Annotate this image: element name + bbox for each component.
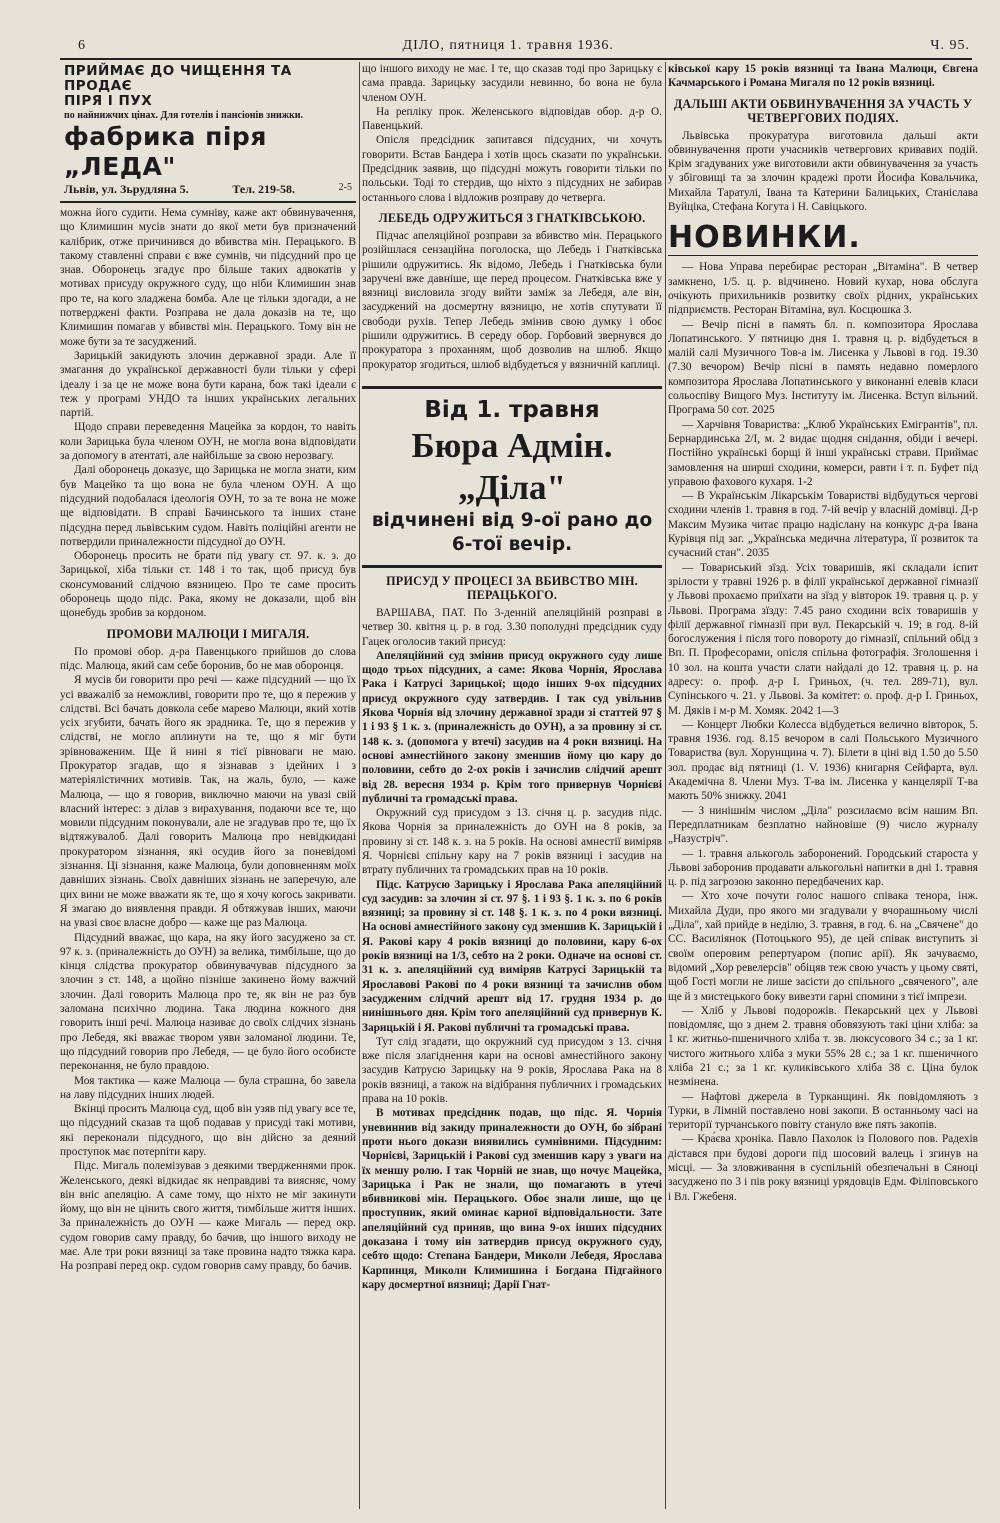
- notice-line-4: 6-тої вечір.: [451, 533, 573, 555]
- news-item: — В Українськім Лікарськім Товаристві відбудуться чергові сходини членів 1. травня в год. 7-ій вечір у власній домівці. Д-р Максим Музика читає працю надіслану на конкурс д-ра Івана Курівця під заг. „Українська медична література, її розвиток та сучасний стан". 2035: [668, 490, 978, 560]
- news-item: — З нинішнім числом „Діла" розсилаємо всім нашим Вп. Передплатникам безплатно найновіше (9) число журналу „Назустріч".: [668, 804, 978, 846]
- news-item: — Кра́єва хроніка. Павло Пахолок із Полового пов. Радехів дістався при будові дороги під шосовий валець і згинув на місці. — За зловживання в суспільній обезпечальні в Сяноці засуджено по 3 і пів року вязниці урядовців Едм. Філіповського і Вл. Гжебеня.: [668, 1133, 978, 1203]
- paragraph: Підчас апеляційної розправи за вбивство мін. Перацького розійшлася сензаційна поголоска, що Лебедь і Гнатківська рішили одружитись. Як відомо, Лебедь і Гнатківська були заручені вже давніше, ще перед процесом. Гнатківська вже у вязниці висловила згоду вийти заміж за Лебедя, але він, засуджений на досмертну вязницю, не хотів спутувати її свободи рухів. Тепер Лебедь змінив свою думку і обоє рішили одружитись. В середу обор. Горбовий звернувся до прокуратора з проханням, щоб дозволив на шлюб. Якщо прокуратор згодиться, шлюб відбудеться у вязничній каплиці.: [362, 229, 662, 371]
- paragraph: Підс. Катрусю Зарицьку і Ярослава Рака апеляційний суд засудив: за злочин зі ст. 97 §. 1 і 93 §. 1 к. з. по 6 років вязниці; за провину зі ст. 148 §. 1 к. з. по 4 роки вязниці. На основі амнестійного закону суд зменшив К. Зарицькій і Я. Ракові кару 4 років вязниці до половини, кару 6-ох років вязниці на 1/3, себто на 2 роки. Одначе на основі ст. 31 к. з. апеляційний суд виміряв Катрусі Зарицькій та Ярославові Ракові по 4 роки вязниці та зачислив обом засудженим слідчий арешт від 17. грудня 1934 р. до нинішнього дня. Крім того апеляційний суд привернув К. Зарицькій і Я. Ракові публичні та громадські права.: [362, 878, 662, 1034]
- paragraph: що іншого виходу не має. І те, що сказав тоді про Зарицьку є сама правда. Зарицьку засудили невинно, бо вона не була членом ОУН.: [362, 63, 662, 104]
- column-left: [60, 62, 356, 1509]
- news-item: — Товариський зїзд. Усіх товаришів, які складали іспит зрілости у травні 1926 р. в філії української державної гімназії у Львові прохаємо приїхати на зїзд у вівторок 19. травня ц. р. у Львові. Програма зїзду: 7.45 рано сходини всіх товаришів у філії державної гімназії при вул. Пекарській ч. 19; в год. 8-ій богослужения і після того повороту до гімназії, спільний обід з Вп. П. Професорами, опісля спільна фотографія. Зголошення і 10 зол. на кошта участи слати найдалі до 12. травня ц. р. на адресу: о. проф. д-р І. Гриньох, (ч. тел. 289-71), вул. Супінського ч. 21. у Львові. За комітет: о. проф. д-р І. Гриньох, М. Дяків і м-р М. Хомяк. 2042 1—3: [668, 561, 978, 717]
- masthead-line: ДІЛО, пятниця 1. травня 1936.: [402, 38, 614, 53]
- news-item: — Нова Управа перебирає ресторан „Вітаміна". В четвер замкнено, 1/5. ц. р. відчинено. Новий кухар, нова обслуга очікують прихильників розвитку своїх рідних, українських підприємств. Ресторан Вітаміна, вул. Косцюшка 3.: [668, 261, 978, 317]
- paragraph: Оборонець просить не брати під увагу ст. 97. к. з. до Зарицької, хіба тільки ст. 148 і то так, щоб присуд був сконсумований слідчою вязницею. Про те саме просить оборонець щодо підс. Рака, якому не доказали, щоб він щонебудь зробив за кордоном.: [60, 550, 356, 620]
- paragraph: Окружний суд присудом з 13. січня ц. р. засудив підс. Якова Чорнія за приналежність до ОУН на 8 років, за провину зі ст. 148 к. з. на 5 років. На основі амнестії виміряв Я. Чорнієві спільну кару на 7 років вязниці і засудив на втрату публичних та громадських прав на 10 років.: [362, 807, 662, 877]
- article-heading: ПРИСУД У ПРОЦЕСІ ЗА ВБИВСТВО МІН. ПЕРАЦЬКОГО.: [386, 573, 638, 602]
- paragraph: Щодо справи переведення Мацейка за кордон, то навіть коли Зарицька була членом ОУН, не могла вона відповідати за допомогу в атентаті, але найбільше за свою нерозвагу.: [60, 421, 356, 463]
- news-section-title: НОВИНКИ.: [668, 220, 978, 256]
- ad-code: 2-5: [338, 182, 352, 193]
- paragraph: Я мусів би говорити про речі — каже підсудний — що їх усі вважаліб за неможливі, говорити про те, що я пережив у слідстві. Всі бачать довкола себе марево Малюци, який хотів усіх згубити, бачать його як зрадника. Те, що я пережив у слідстві, не могло аплинути на те, що я міг бути зрівноваженим. Ще й нині я тієї рівноваги не маю. Прокуратор згадав, що я зізнавав з ідейних і з матеріялістичних мотивів. Так, на жаль, було, — каже Малюца, — що я говорив, виключно маючи на увазі свій власний інтерес: з ділав з вирахування, подаючи все те, що мовили підсудним поконували, але не згадував про те, що їх відтяжувалоб. Далі говорить Малюца про невідкидані прокуратором зізнання, які осудив його за поневідомі зізнання. Ці зізнання, каже Малюца, були доповненням моїх давніших зізнань. Своїх давніших зізнань не заперечую, але цих вини не може вважати як те, що я хочу когось закривати. Я змагаю до виявлення правди. Я обтяжував інших, маючи на увазі своє власне добро — каже ще раз Малюца.: [60, 674, 356, 930]
- paragraph: В мотивах предсідник подав, що підс. Я. Чорнія уневиннив від закиду приналежности до ОУН, бо зібрані проти нього докази виявились сумнівними. Підсудним: Чорнієві, Зарицькій і Ракові суд зменшив кару з уваги на їх меншу ролю. І так Чорній не знав, що ночує Мацейка, Зарицька і Рак не знали, що помагають в утечі вбивникові мін. Перацького. Обоє знали лише, що це проступник, який оминає карної відповідальности. Зате апеляційний суд приняв, що вина 9-ох інших підсудних доказана і тому він затвердив присуд окружного суду, себто щодо: Степана Бандери, Миколи Лебедя, Ярослава Карпинця, Миколи Климишина і Богдана Підгайного кару досмертної вязниці; Дарії Гнат-: [362, 1107, 662, 1291]
- paragraph: Підсудний вважає, що кара, на яку його засуджено за ст. 97 к. з. (приналежність до ОУН) за велика, тимбільше, що до кінця слідства прокуратор обвинувачував підсудного за злочин з ст. 148, а щойно пізніше закинено йому важчий злочин. Далі говорить Малюца про те, як він не раз був заломана психічно людина. Така людина кожного дня говорить інші речі. Малюца називає до своїх слідчих зізнань про Лебедя, які вважає твором уяви заломаної людини. Те, що підсудний говорив про Лебедя, — це було його особисте переконання, не було правдою.: [60, 931, 356, 1073]
- paragraph: Моя тактика — каже Малюца — була страшна, бо завела на лаву підсудних інших людей.: [60, 1074, 356, 1101]
- news-item: — Нафтові джерела в Турканщині. Як повідомляють з Турки, в Лімній поставлено нові закопи. В останньому часі на території турчанського повіту стануло вже пять закопів.: [668, 1090, 978, 1132]
- paragraph: Тут слід згадати, що окружний суд присудом з 13. січня вже після злагіднення кари на основі амнестійного закону засудив Катрусю Зарицьку на 9 років, Ярослава Рака на 8 років вязниці, а також на відібрання публичних і громадських права на 10 років.: [362, 1035, 662, 1106]
- news-item: — Харчівня Товариства: „Клюб Українських Емігрантів", пл. Бернардинська 2/I, м. 2 видає щодня снідання, обіди і вечері. Постійно українські борщі й інші українські страви. Приймає замовлення на ширші сходини, комерси, равти і т. п. Буфет під управою фахового кухаря. 1-2: [668, 418, 978, 488]
- header-rule: [60, 58, 972, 60]
- article-heading: ДАЛЬШІ АКТИ ОБВИНУВАЧЕННЯ ЗА УЧАСТЬ У ЧЕТВЕРГОВИХ ПОДІЯХ.: [673, 96, 973, 125]
- article-heading: ПРОМОВИ МАЛЮЦИ І МИГАЛЯ.: [106, 626, 310, 641]
- ad-line-1: ПРИЙМАЄ ДО ЧИЩЕННЯ ТА ПРОДАЄ: [64, 63, 292, 94]
- notice-line-3: відчинені від 9-ої рано до: [371, 509, 653, 531]
- paragraph: На репліку прок. Желенського відповідав обор. д-р О. Павенцький.: [362, 105, 662, 133]
- page-header: [78, 34, 970, 58]
- news-item: — 1. травня алькоголь заборонений. Городський староста у Львові заборонив продавати алькогольні напитки в дні 1. травня ц. р. під загрозою законно передбачених кар.: [668, 847, 978, 889]
- paragraph: Вкінці просить Малюца суд, щоб він узяв під увагу все те, що підсудний сказав та щоб подавав у присуді такі мотиви, які переконали підсудного, що він дійсно за деяний проступок має потерпіти кару.: [60, 1103, 356, 1158]
- page-number: 6: [78, 38, 86, 53]
- ad-line-3: по найнижчих цінах. Для готелів і пансіонів знижки.: [64, 110, 303, 121]
- paragraph: Львівська прокуратура виготовила дальші акти обвинувачення проти учасників четвергових кривавих подій. Крім згадуваних уже виготовили акти обвинувачення за участь у збіговищі та за злочин крадежі проти Йосифа Ковальчика, Михайла Таратулі, Івана та Катерини Балицьких, Станіслава Вуйціка, Стефана Когута і Н. Савіцького.: [668, 129, 978, 214]
- paragraph: Опісля предсідник запитався підсудних, чи хочуть говорити. Встав Бандера і хотів щось сказати по українськи. Предсідник заявив, що підсудні можуть говорити тільки по польськи. Тоді то стердив, що ніхто з підсудних не забирав останнього слова і відложив розправу до четверга.: [362, 134, 662, 204]
- news-item: — Хліб у Львові подорожів. Пекарський цех у Львові повідомляє, що з днем 2. травня обовязують такі ціни хліба: за 1 кг. житньо-пшеничного хліба т. зв. люксусового 34 с.; за 1 кг. чистого житнього хліба з муки 55% 28 с.; за 1 кг. пшеничного хліба 21 с.; за 1 кг. куликівського хліба 38 с. Ціна булок незмінена.: [668, 1004, 978, 1089]
- paragraph: ВАРШАВА, ПАТ. По 3-денній апеляційній розправі в четвер 30. квітня ц. р. в год. 3.30 пополудні предсідник суду Гацек оголосив такий присуд:: [362, 606, 662, 648]
- ad-address: Львів, ул. Зьрудляна 5.: [64, 182, 189, 196]
- paragraph: можна його судити. Нема сумніву, каже акт обвинувачення, що Климишин мусів знати до якої мети був призначений калібрик, отже причинився до вбивства мін. Перацького. В такому ставленні справи є вже сумнів, чи підсудний про це знав. Оборонець згадує про більше таких адвокатів у мотивах присуду окружного суду, що ніби Климишин знав про те, на кого зладжена бомба. Але це тільки здогади, а не потверджені факти. Розправа не дала доказів на те, що Климишин помагав у вбивстві мін. Перацького. Тому він не може бути за те засуджений.: [60, 207, 356, 348]
- ad-phone: Тел. 219-58.: [232, 182, 295, 196]
- notice-line-2: Бюра Адмін. „Діла": [411, 425, 613, 507]
- paragraph: Зарицькій закидують злочин державної зради. Але її змагання до української державності були тільки у сфері ідеалу і за це не може вона бути карана, бож такі ідеали є теж у програмі УНДО та інших українських легальних партій.: [60, 349, 356, 420]
- paragraph: Підс. Мигаль полемізував з деякими твердженнями прок. Желенського, деякі відкидає як неправдиві та виясняє, чому він вніс апеляцію. А саме тому, що ніхто не міг закинути йому, що він не цінить свого життя, тимбільше життя інших. За приналежність до ОУН — каже Мигаль — перед окр. судом говорив саму правду, бо бачив, що іншого виходу не має. Але три роки вязниці за таке провина надто тяжка кара. На розправі перед окр. судом говорив саму правду, бо бачив.: [60, 1160, 356, 1273]
- office-hours-notice: [362, 386, 662, 568]
- paragraph: Далі оборонець доказує, що Зарицька не могла знати, ким був Мацейко та що вона не була членом ОУН. А що підсудний подобалася ідеологія ОУН, то за те вона не може ще відповідати. В справі Бачинського та інших стане підсудна перед львівським судом. Навіть поліційні агенти не потвердили приналежности підсудної до ОУН.: [60, 464, 356, 548]
- feather-factory-ad: [60, 62, 356, 203]
- ad-company-name: фабрика піря „ЛЕДА": [64, 122, 267, 181]
- paragraph: ківської кару 15 років вязниці та Івана Малюци, Євгена Качмарського і Романа Мигаля по 12 років вязниці.: [668, 63, 978, 90]
- ad-contact: [64, 182, 352, 197]
- notice-line-1: Від 1. травня: [424, 396, 600, 423]
- column-divider: [359, 62, 360, 1509]
- paragraph: По промові обор. д-ра Павенцького прийшов до слова підс. Малюца, який сам себе боронив, бо не мав оборонця.: [60, 645, 356, 672]
- column-middle: [362, 62, 662, 1509]
- paragraph: Апеляційний суд змінив присуд окружного суду лише щодо трьох підсудних, а саме: Якова Чорнія, Ярослава Рака і Катрусі Зарицької; щодо інших 9-ох підсудних присуд окружного суду затвердив. І так суд увільнив Якова Чорнія від злочину державної зради зі статтей 97 § 1 і 93 § 1 к. з. (приналежність до ОУН), а за провину зі ст. 148 к. з. (допомога у втечі) засудив на 4 роки вязниці. На основі амнестійного закону зменшив йому цю кару до половини, себто до 2-ох років і зачислив слідчий арешт від 28. вересня 1934 р. Крім того привернув Чорнієві публичні та громадські права.: [362, 649, 662, 805]
- issue-number: Ч. 95.: [930, 38, 970, 53]
- column-right: [668, 62, 978, 1509]
- ad-line-2: ПІРЯ І ПУХ: [64, 93, 153, 109]
- article-heading: ЛЕБЕДЬ ОДРУЖИТЬСЯ З ГНАТКІВСЬКОЮ.: [378, 210, 646, 225]
- news-item: — Концерт Любки Колесса відбудеться величнo вівторок, 5. травня 1936. год. 8.15 вечором в салі Польського Музичного Товариства (вул. Хорунщина ч. 7). Білети в ціні від 1.50 до 5.50 зол. продає від пятниці (1. V. 1936) книгарня Сейфарта, вул. Академічна 8. Члени Муз. Т-ва ім. Лисенка у канцелярії Т-ва мають 50% знижку. 2041: [668, 718, 978, 803]
- news-item: — Хто хоче почути голос нашого співака тенора, інж. Михайла Дуди, про якого ми згадували у вчорашньому числі „Діла", хай прийде в неділю, 3. травня, в год. 6. на „Свячене" до СС. Василіянок (Потоцького 95), де цей співак виступить зі своїм оперовим репертуаром (попис арії). Як зачуваємо, відомий „Хор ревелерсів" обіцяв теж свою участь у цьому святі, щоб Гості могли не лише засісти до спільного „свяченого", але ще й з мистецького боку вивезти гарні спомини з тієї імпрези.: [668, 890, 978, 1003]
- news-item: — Вечір пісні в память бл. п. композитора Ярослава Лопатинського. У пятницю дня 1. травня ц. р. відбудеться в малій салі Музичного Тов-а ім. Лисенка у Львові в год. 19.30 (7.30 вечором) Вечір пісні в память недавно померлого композитора Ярослава Лопатинського у виконанні елевів класи сольоспіву Вищого Муз. Інституту ім. Лисенка. Вступ вільний. Програма 50 сот. 2025: [668, 318, 978, 417]
- column-divider: [665, 62, 666, 1509]
